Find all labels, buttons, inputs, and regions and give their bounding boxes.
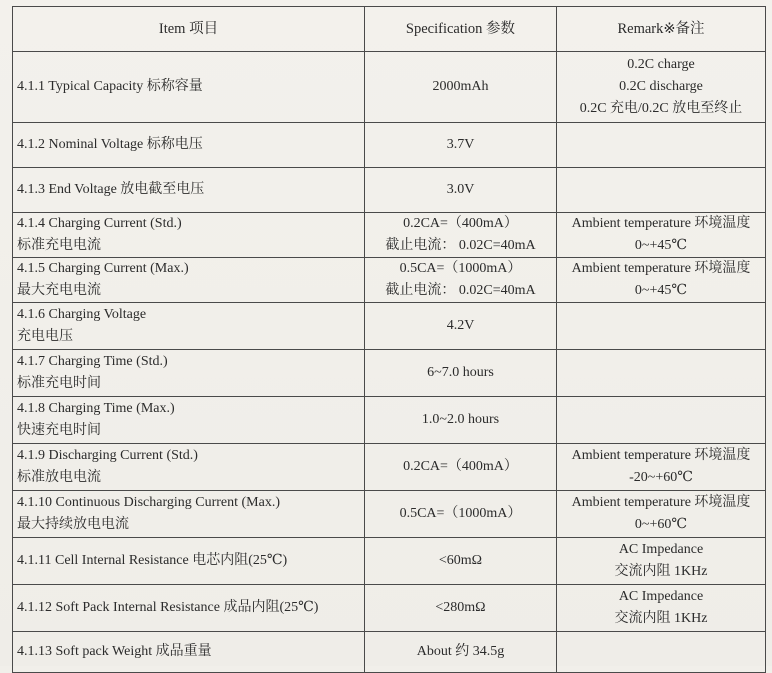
remark-text: Ambient temperature 环境温度 <box>571 495 751 510</box>
item-cell <box>13 397 365 444</box>
item-cell <box>13 52 365 123</box>
remark-cell <box>557 213 766 258</box>
specification-text: 2000mAh <box>432 79 489 94</box>
table-row <box>13 585 766 632</box>
specification-cell <box>365 258 557 303</box>
table-body <box>13 52 766 673</box>
remark-text: 交流内阻 1KHz <box>614 564 708 579</box>
specification-cell <box>365 213 557 258</box>
header-specification: Specification 参数 <box>365 7 557 52</box>
item-cell <box>13 350 365 397</box>
specification-text: About 约 34.5g <box>416 644 505 659</box>
specification-text: 0.2CA=（400mA） <box>403 459 518 474</box>
remark-cell <box>557 491 766 538</box>
item-text: 4.1.13 Soft pack Weight 成品重量 <box>17 644 212 659</box>
remark-text: 交流内阻 1KHz <box>614 611 708 626</box>
table-row <box>13 303 766 350</box>
remark-text: 0.2C 充电/0.2C 放电至终止 <box>579 101 743 116</box>
specification-text: <280mΩ <box>435 600 486 615</box>
item-cell <box>13 538 365 585</box>
specification-cell <box>365 632 557 673</box>
remark-text: 0~+60℃ <box>634 517 688 532</box>
remark-cell <box>557 123 766 168</box>
specification-text: 3.7V <box>446 137 475 152</box>
remark-cell <box>557 397 766 444</box>
remark-text: 0.2C discharge <box>619 79 703 94</box>
specification-cell <box>365 491 557 538</box>
table-row <box>13 213 766 258</box>
item-cell <box>13 491 365 538</box>
remark-cell <box>557 168 766 213</box>
item-text: 4.1.12 Soft Pack Internal Resistance 成品内阻(25℃) <box>17 600 319 615</box>
item-text: 4.1.10 Continuous Discharging Current (Max.) <box>17 495 280 510</box>
specification-text: 截止电流： 0.02C=40mA <box>385 283 536 298</box>
specification-cell <box>365 350 557 397</box>
item-text: 最大持续放电电流 <box>17 517 129 532</box>
remark-cell <box>557 632 766 673</box>
remark-text: Ambient temperature 环境温度 <box>571 261 751 276</box>
table-header-row <box>13 7 766 52</box>
remark-text: 0~+45℃ <box>634 238 688 253</box>
remark-cell <box>557 538 766 585</box>
specification-text: 3.0V <box>446 182 475 197</box>
remark-text: -20~+60℃ <box>629 470 693 485</box>
table-row <box>13 258 766 303</box>
specification-table <box>12 6 766 673</box>
remark-cell <box>557 585 766 632</box>
table-row <box>13 397 766 444</box>
item-cell <box>13 168 365 213</box>
table-row <box>13 538 766 585</box>
table-row <box>13 491 766 538</box>
table-row <box>13 350 766 397</box>
item-cell <box>13 632 365 673</box>
specification-text: 0.5CA=（1000mA） <box>399 261 522 276</box>
item-text: 4.1.9 Discharging Current (Std.) <box>17 448 198 463</box>
remark-text: Ambient temperature 环境温度 <box>571 448 751 463</box>
specification-cell <box>365 538 557 585</box>
item-cell <box>13 213 365 258</box>
item-text: 最大充电电流 <box>17 283 101 298</box>
item-text: 4.1.4 Charging Current (Std.) <box>17 216 182 231</box>
item-text: 4.1.2 Nominal Voltage 标称电压 <box>17 137 203 152</box>
specification-cell <box>365 303 557 350</box>
item-text: 4.1.3 End Voltage 放电截至电压 <box>17 182 205 197</box>
item-text: 充电电压 <box>17 329 73 344</box>
header-item: Item 项目 <box>13 7 365 52</box>
remark-cell <box>557 444 766 491</box>
specification-cell <box>365 168 557 213</box>
remark-text: 0~+45℃ <box>634 283 688 298</box>
item-text: 4.1.11 Cell Internal Resistance 电芯内阻(25℃) <box>17 553 288 568</box>
remark-text: AC Impedance <box>618 589 704 604</box>
item-text: 标准充电时间 <box>17 376 101 391</box>
specification-text: 0.5CA=（1000mA） <box>399 506 522 521</box>
item-text: 标准放电电流 <box>17 470 101 485</box>
item-cell <box>13 303 365 350</box>
specification-text: 4.2V <box>446 318 475 333</box>
remark-cell <box>557 303 766 350</box>
item-cell <box>13 585 365 632</box>
table-row <box>13 444 766 491</box>
item-cell <box>13 123 365 168</box>
remark-cell <box>557 52 766 123</box>
item-cell <box>13 444 365 491</box>
specification-text: 0.2CA=（400mA） <box>403 216 518 231</box>
remark-text: Ambient temperature 环境温度 <box>571 216 751 231</box>
remark-cell <box>557 258 766 303</box>
specification-cell <box>365 585 557 632</box>
specification-cell <box>365 52 557 123</box>
specification-text: 1.0~2.0 hours <box>421 412 500 427</box>
table-row <box>13 632 766 673</box>
item-text: 4.1.6 Charging Voltage <box>17 307 147 322</box>
specification-cell <box>365 123 557 168</box>
remark-text: AC Impedance <box>618 542 704 557</box>
item-text: 标准充电电流 <box>17 238 101 253</box>
table-row <box>13 52 766 123</box>
item-text: 4.1.5 Charging Current (Max.) <box>17 261 189 276</box>
table-row <box>13 123 766 168</box>
remark-cell <box>557 350 766 397</box>
table-row <box>13 168 766 213</box>
header-remark: Remark※备注 <box>557 7 766 52</box>
specification-text: <60mΩ <box>438 553 483 568</box>
item-cell <box>13 258 365 303</box>
item-text: 4.1.7 Charging Time (Std.) <box>17 354 168 369</box>
remark-text: 0.2C charge <box>627 57 695 72</box>
item-text: 4.1.8 Charging Time (Max.) <box>17 401 175 416</box>
specification-text: 截止电流： 0.02C=40mA <box>385 238 536 253</box>
specification-cell <box>365 444 557 491</box>
item-text: 4.1.1 Typical Capacity 标称容量 <box>17 79 203 94</box>
item-text: 快速充电时间 <box>17 423 101 438</box>
specification-text: 6~7.0 hours <box>427 365 494 380</box>
specification-cell <box>365 397 557 444</box>
